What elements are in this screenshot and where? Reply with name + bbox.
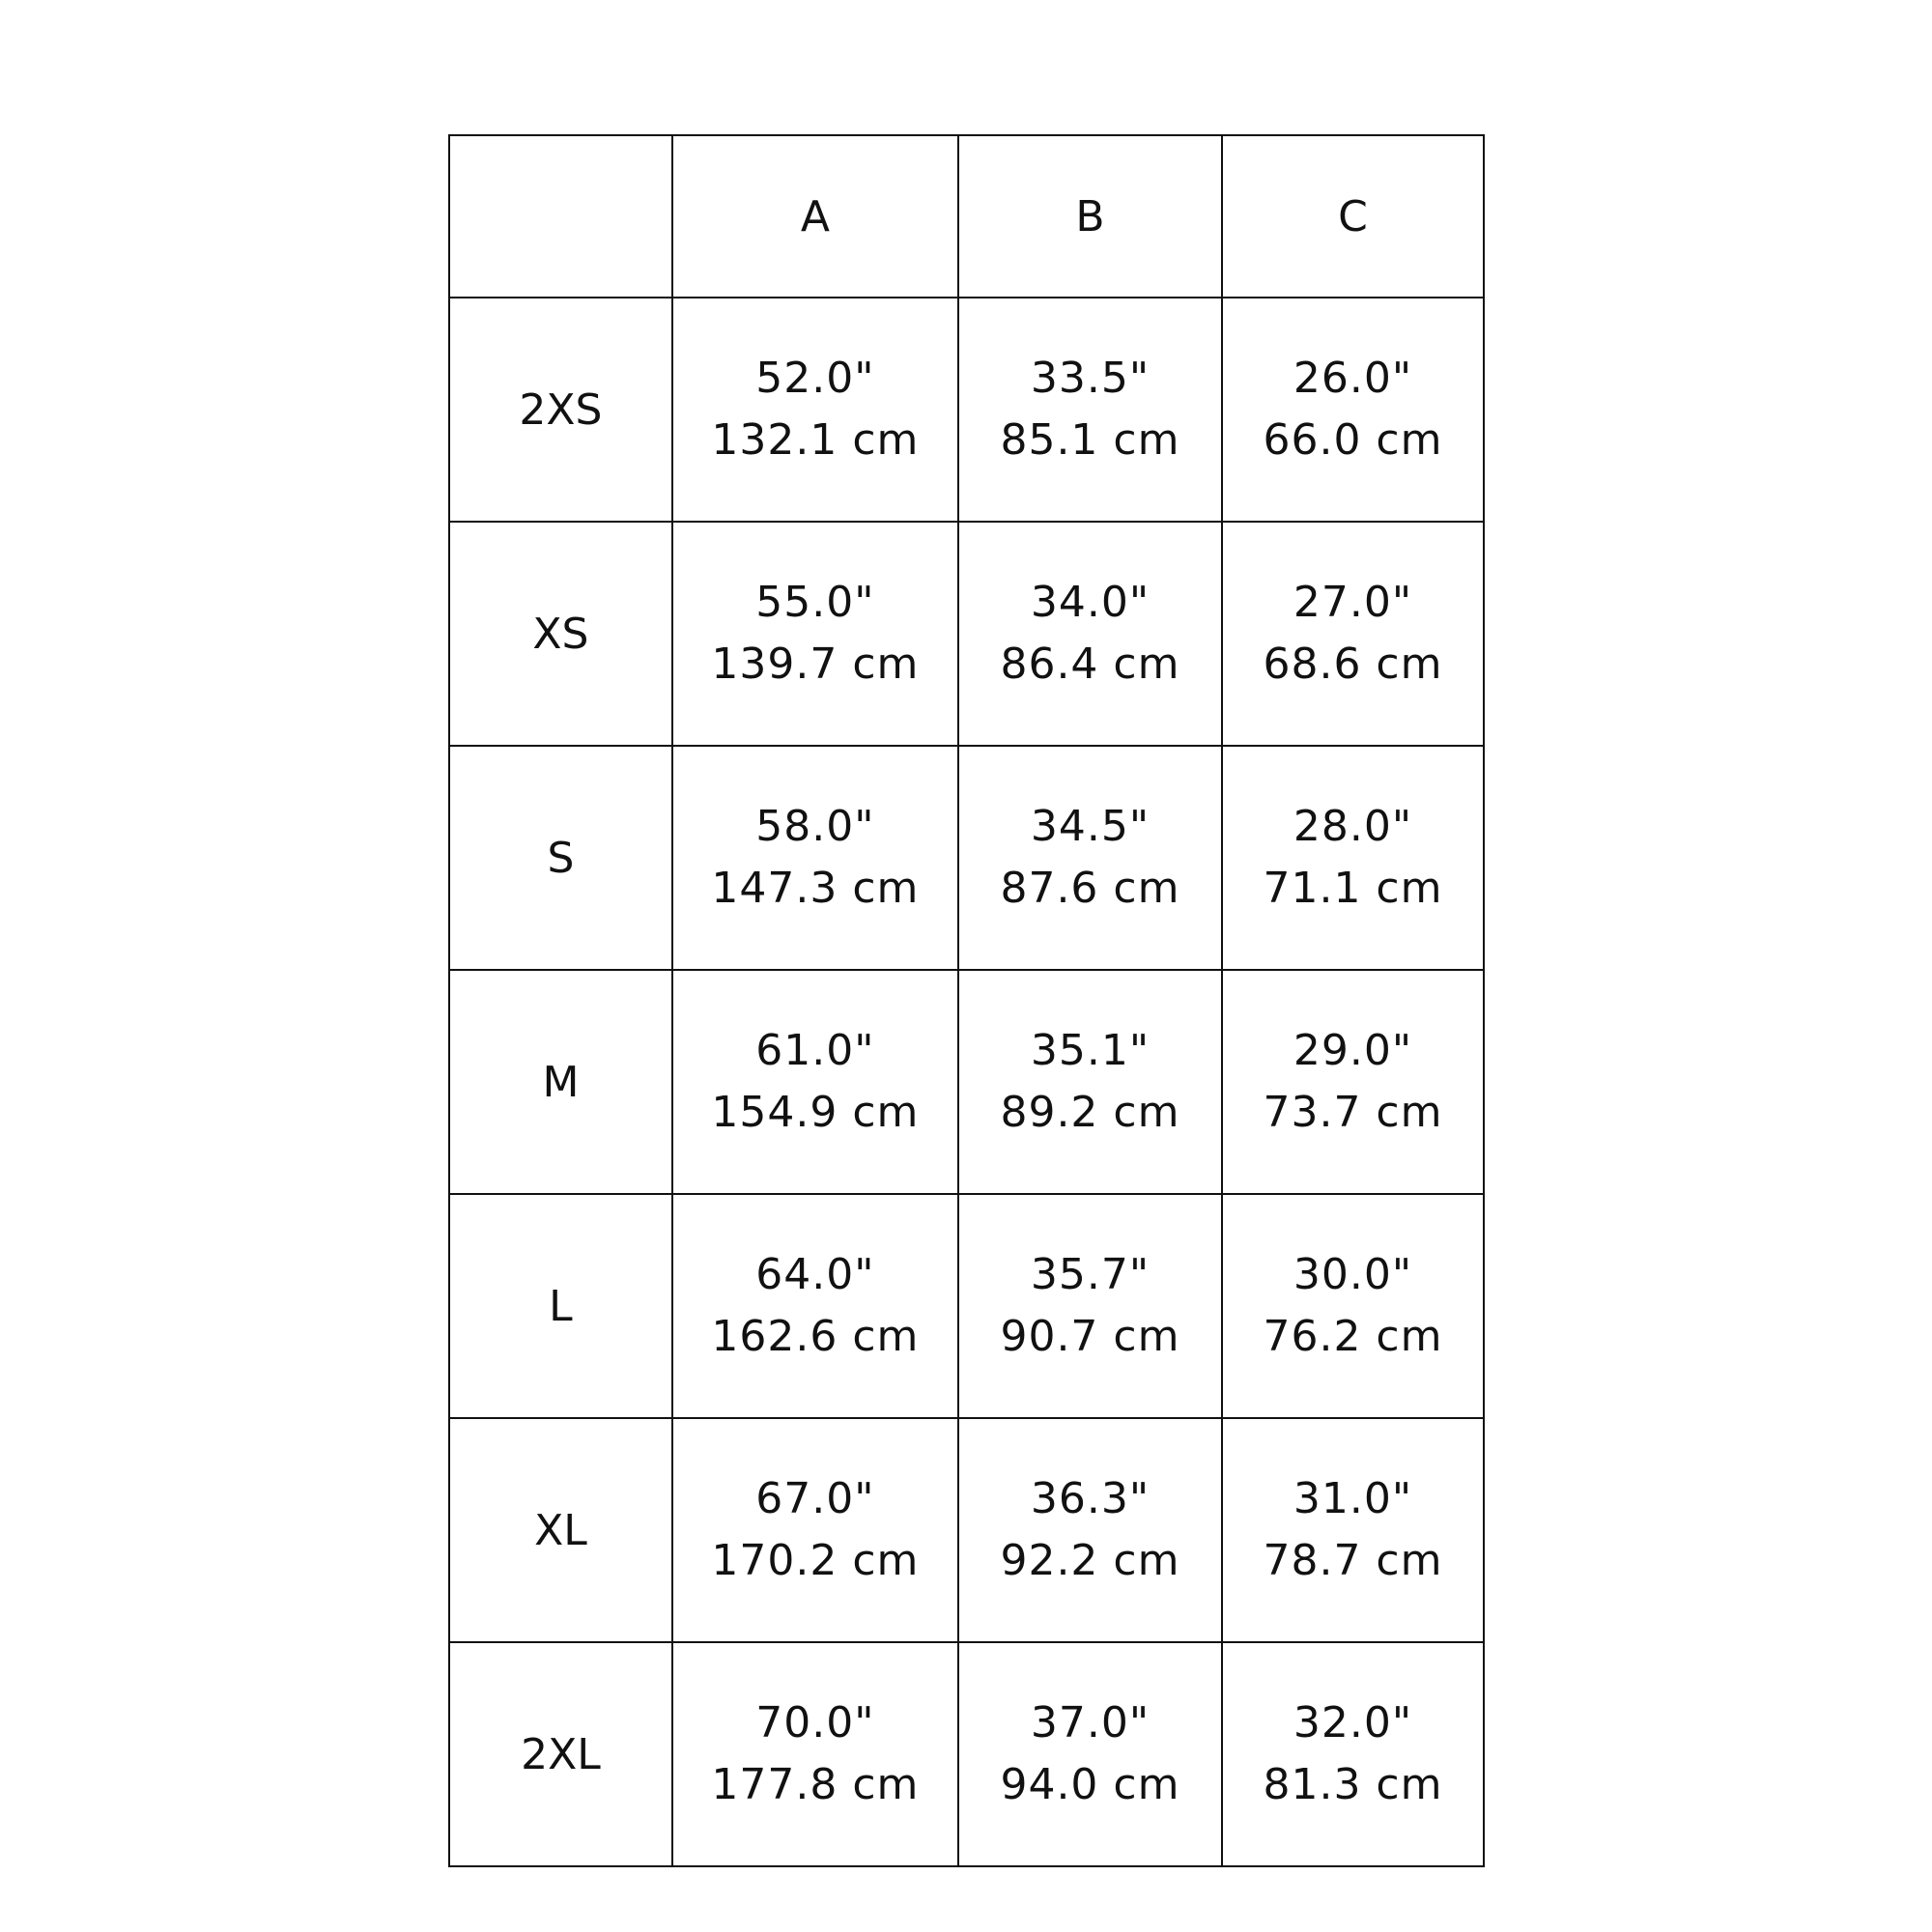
inch-value: 35.7"	[1030, 1250, 1151, 1299]
measurement-cell-a	[672, 298, 958, 522]
table-row	[449, 1194, 1484, 1418]
cm-value: 87.6 cm	[1000, 864, 1180, 913]
inch-value: 29.0"	[1293, 1026, 1413, 1075]
table-row	[449, 298, 1484, 522]
header-cell-empty	[449, 135, 672, 298]
measurement-cell-c	[1222, 1418, 1484, 1642]
cm-value: 170.2 cm	[711, 1536, 920, 1585]
measurement-cell-c	[1222, 1194, 1484, 1418]
inch-value: 26.0"	[1293, 354, 1413, 403]
inch-value: 30.0"	[1293, 1250, 1413, 1299]
table-body	[449, 298, 1484, 1866]
measurement-cell-a	[672, 1642, 958, 1866]
size-label: L	[449, 1194, 672, 1418]
inch-value: 67.0"	[755, 1474, 875, 1523]
measurement-cell-c	[1222, 1642, 1484, 1866]
header-row	[449, 135, 1484, 298]
measurement-cell-c	[1222, 970, 1484, 1194]
inch-value: 37.0"	[1030, 1698, 1151, 1747]
measurement-cell-a	[672, 1194, 958, 1418]
measurement-cell-a	[672, 522, 958, 746]
cm-value: 76.2 cm	[1263, 1312, 1443, 1361]
size-label: XS	[449, 522, 672, 746]
inch-value: 35.1"	[1030, 1026, 1151, 1075]
header-cell-b: B	[958, 135, 1222, 298]
measurement-cell-b	[958, 746, 1222, 970]
inch-value: 52.0"	[755, 354, 875, 403]
cm-value: 78.7 cm	[1263, 1536, 1443, 1585]
measurement-cell-b	[958, 1194, 1222, 1418]
measurement-cell-a	[672, 746, 958, 970]
inch-value: 70.0"	[755, 1698, 875, 1747]
cm-value: 73.7 cm	[1263, 1088, 1443, 1137]
measurement-cell-c	[1222, 522, 1484, 746]
inch-value: 36.3"	[1030, 1474, 1151, 1523]
cm-value: 89.2 cm	[1000, 1088, 1180, 1137]
measurement-cell-b	[958, 298, 1222, 522]
cm-value: 85.1 cm	[1000, 415, 1180, 465]
cm-value: 177.8 cm	[711, 1760, 920, 1809]
inch-value: 58.0"	[755, 802, 875, 851]
measurement-cell-b	[958, 522, 1222, 746]
cm-value: 139.7 cm	[711, 639, 920, 689]
inch-value: 28.0"	[1293, 802, 1413, 851]
table-row	[449, 970, 1484, 1194]
inch-value: 32.0"	[1293, 1698, 1413, 1747]
size-label: 2XS	[449, 298, 672, 522]
inch-value: 34.5"	[1030, 802, 1151, 851]
cm-value: 92.2 cm	[1000, 1536, 1180, 1585]
size-label: XL	[449, 1418, 672, 1642]
table-row	[449, 746, 1484, 970]
inch-value: 61.0"	[755, 1026, 875, 1075]
header-cell-c: C	[1222, 135, 1484, 298]
table-header	[449, 135, 1484, 298]
cm-value: 147.3 cm	[711, 864, 920, 913]
size-chart-table	[448, 134, 1485, 1867]
measurement-cell-a	[672, 1418, 958, 1642]
size-label: S	[449, 746, 672, 970]
table-row	[449, 522, 1484, 746]
measurement-cell-a	[672, 970, 958, 1194]
measurement-cell-b	[958, 1418, 1222, 1642]
cm-value: 154.9 cm	[711, 1088, 920, 1137]
cm-value: 90.7 cm	[1000, 1312, 1180, 1361]
measurement-cell-b	[958, 1642, 1222, 1866]
cm-value: 81.3 cm	[1263, 1760, 1443, 1809]
measurement-cell-b	[958, 970, 1222, 1194]
inch-value: 55.0"	[755, 578, 875, 627]
size-label: 2XL	[449, 1642, 672, 1866]
measurement-cell-c	[1222, 298, 1484, 522]
size-label: M	[449, 970, 672, 1194]
cm-value: 68.6 cm	[1263, 639, 1443, 689]
table-row	[449, 1642, 1484, 1866]
inch-value: 34.0"	[1030, 578, 1151, 627]
inch-value: 27.0"	[1293, 578, 1413, 627]
cm-value: 86.4 cm	[1000, 639, 1180, 689]
cm-value: 66.0 cm	[1263, 415, 1443, 465]
cm-value: 132.1 cm	[711, 415, 920, 465]
table-row	[449, 1418, 1484, 1642]
cm-value: 162.6 cm	[711, 1312, 920, 1361]
cm-value: 71.1 cm	[1263, 864, 1443, 913]
inch-value: 31.0"	[1293, 1474, 1413, 1523]
header-cell-a: A	[672, 135, 958, 298]
inch-value: 64.0"	[755, 1250, 875, 1299]
cm-value: 94.0 cm	[1000, 1760, 1180, 1809]
inch-value: 33.5"	[1030, 354, 1151, 403]
measurement-cell-c	[1222, 746, 1484, 970]
